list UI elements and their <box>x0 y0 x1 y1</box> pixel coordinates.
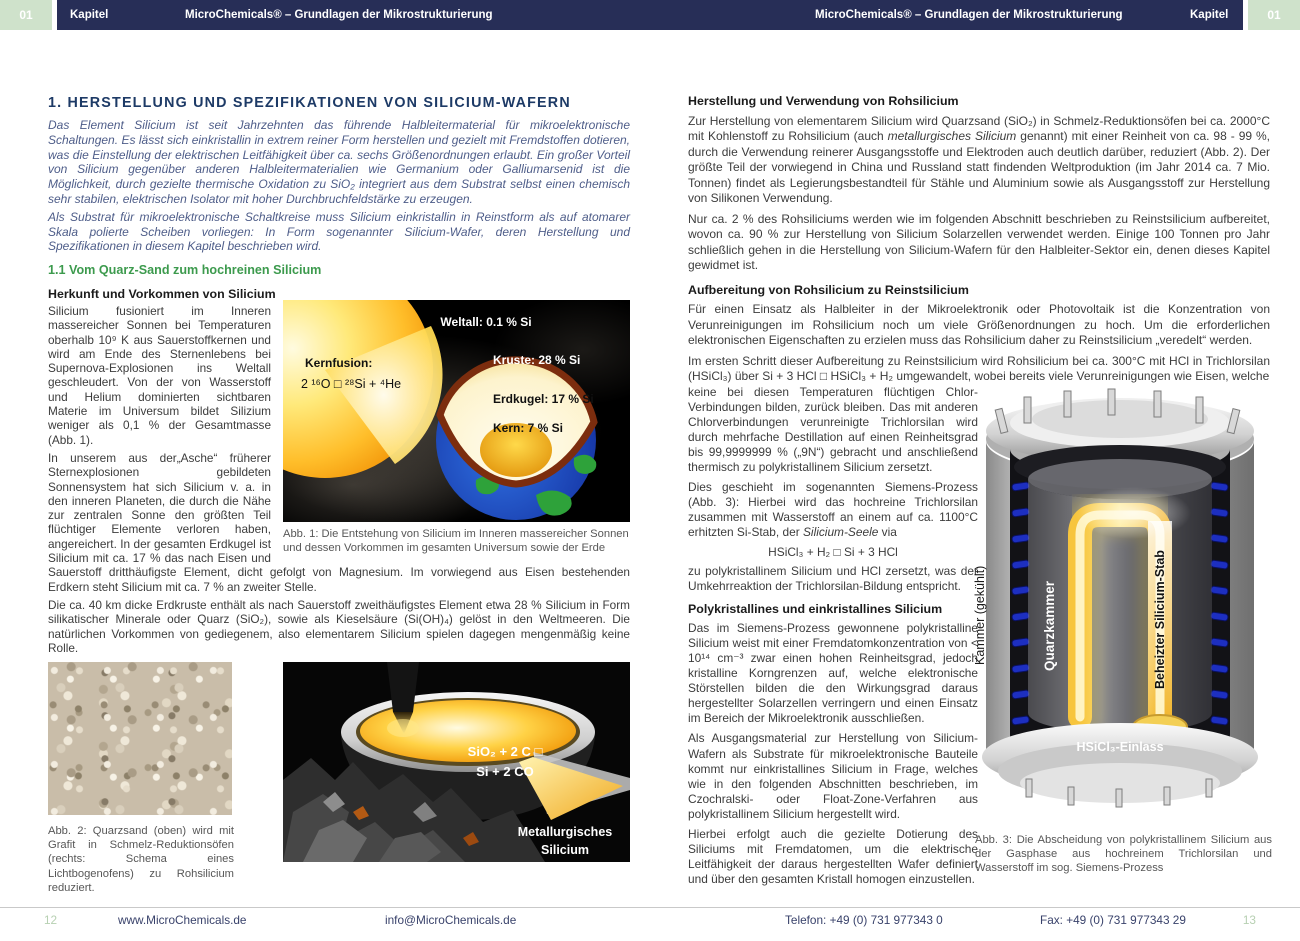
roh-p1-part-a: Zur Herstellung von elementarem Silicium wird Quarzsand (SiO₂) in Schmelz-Reduktionsöfen bei ca. 2000°C mit Kohlenstoff zu Rohsilicium (auch <box>688 113 1270 143</box>
header-chapter-label-right: Kapitel <box>1190 9 1229 21</box>
siemens-reactor-svg <box>968 383 1272 815</box>
fig1-label-erdkugel: Erdkugel: 17 % Si <box>493 392 594 406</box>
herkunft-paragraph-3: Die ca. 40 km dicke Erdkruste enthält als nach Sauerstoff zweithäufigstes Element etwa 28 % Silicium in Form silikatischer Minerale oder Quarz (SiO₂), sowie als Kieselsäure (Si(OH)₄) gelöst in den Weltmeeren. Die natürlichen Vorkommen von gediegenem, also elementarem Silicium spielen dagegen mengenmäßig keine Rolle. <box>48 597 630 655</box>
intro-paragraph-2: Als Substrat für mikroelektronische Schaltkreise muss Silicium einkristallin in Reinstform als auf atomarer Skala polierte Scheiben vorliegen: In Form sogenannter Silicium-Wafer, deren Herstellung und Spezifikationen in diesem Kapitel beschrieben wird. <box>48 209 630 254</box>
herkunft-paragraph-2: In unserem aus der„Asche“ früherer Sternexplosionen gebildeten Sonnensystem hat sich Silicium v. a. in den inneren Planeten, die durch die Nähe zur zentralen Sonne den größten Teil flüchtiger Elemente verloren haben, angereichert. In der gesamten Erdkugel ist Silicium mit ca. 17 % das nach Eisen und Sauerstoff dritthäufigste Element, dicht gefolgt von Magnesium. Im vorwiegend aus Eisen bestehenden Erdkern steht Silicium mit ca. 7 % an zweiter Stelle. <box>48 450 630 594</box>
roh-p1-part-b: genannt) mit einer Reinheit von ca. 98 - 99 %, durch die Verwendung reinerer Ausgangsstoffe und Elektroden auch deutlich darüber, reduziert (Abb. 2). Der größte Teil der vorwiegend in China und Russland statt findenden Weltproduktion (im Jahr 2014 ca. 7 Mio. Tonnen) findet als Legierungsbestandteil für Stähle und Aluminium sowie als Ausgangsstoff zur Herstellung von Silikonen Verwendung. <box>688 129 1270 205</box>
aufbereitung-paragraph-2-narrow: keine bei diesen Temperaturen flüchtigen Chlor-Verbindungen bilden, zurück bleiben. Das mit anderen Chlorverbindungen verunreinigte Trichlorsilan wird durch mehrfache Destillation auf einen Reinheitsgrad bis 99,9999999 % („9N“) gebracht und anschließend thermisch zu polykristallinem Silicium zersetzt. <box>688 384 978 474</box>
footer <box>0 913 1300 937</box>
siemens-p-italic: Silicium-Seele <box>803 525 879 540</box>
page-number-left: 12 <box>44 913 58 927</box>
footer-fax: Fax: +49 (0) 731 977343 29 <box>1040 913 1186 927</box>
header-doc-title-right: MicroChemicals® – Grundlagen der Mikrostrukturierung <box>815 9 1123 21</box>
fig1-label-weltall: Weltall: 0.1 % Si <box>440 315 532 329</box>
chapter-number-right: 01 <box>1248 0 1300 30</box>
fig1-label-kruste: Kruste: 28 % Si <box>493 353 581 367</box>
roh-paragraph-2: Nur ca. 2 % des Rohsiliciums werden wie im folgenden Abschnitt beschrieben zu Reinstsilicium aufbereitet, wovon ca. 90 % zur Herstellung von Silicium Solarzellen verwendet werden. Einige 100 Tonnen pro Jahr schließlich gehen in die Herstellung von Silicium-Wafern für den Halbleiter-Sektor ein, denen dieses Kapitel gewidmet ist. <box>688 211 1270 272</box>
figure-3-caption: Abb. 3: Die Abscheidung von polykristallinem Silicium aus der Gasphase aus hochreinem Trichlorsilan und Wasserstoff im sog. Siemens-Prozess <box>975 834 1272 875</box>
chapter-number-left: 01 <box>0 0 52 30</box>
roh-p1-italic: metallurgisches Silicium <box>887 129 1017 143</box>
header-chapter-label-left: Kapitel <box>70 9 109 21</box>
page-title: 1. HERSTELLUNG UND SPEZIFIKATIONEN VON SILICIUM-WAFERN <box>48 95 571 111</box>
roh-paragraph-1 <box>688 114 1270 207</box>
header-bar <box>57 0 1243 30</box>
poly-heading: Polykristallines und einkristallines Silicium <box>688 601 943 616</box>
furnace-formula-line1: SiO₂ + 2 C □ <box>467 744 543 759</box>
figure-3-siemens-reactor <box>968 383 1272 815</box>
figure-1-silicon-origin <box>283 300 630 555</box>
fig3-label-einlass: HSiCl₃-Einlass <box>1076 740 1164 754</box>
header-doc-title-left: MicroChemicals® – Grundlagen der Mikrostrukturierung <box>185 9 493 21</box>
narrow-text-column <box>688 385 978 888</box>
furnace-label-line1: Metallurgisches <box>517 825 613 839</box>
poly-paragraph-1: Das im Siemens-Prozess gewonnene polykristalline Silicium weist mit einer Fremdatomkonzentration von < 10¹⁴ cm⁻³ zwar einen hohen Reinheitsgrad, jedoch kristalline Korngrenzen auf, welche elektronische Störstellen bilden die den Wirkungsgrad daraus hergestellter Solarzellen verringern und einen Einsatz im Bereich der Mikroelektronik ausschließen. <box>688 620 978 726</box>
aufbereitung-heading: Aufbereitung von Rohsilicium zu Reinstsilicium <box>688 282 969 297</box>
earth-illustration <box>436 360 596 520</box>
fig1-label-kernfusion: Kernfusion: <box>305 356 373 370</box>
figure-1-caption: Abb. 1: Die Entstehung von Silicium im Inneren massereicher Sonnen und dessen Vorkommen im gesamten Universum sowie der Erde <box>283 528 629 555</box>
herkunft-paragraph-1: Silicium fusioniert im Inneren massereicher Sonnen bei Temperaturen oberhalb 10⁹ K aus Sauerstoffkernen und wird am Ende des Sternenlebens bei Supernova-Explosionen ins Weltall geschleudert. Von der von Wasserstoff und Helium dominierten sichtbaren Materie im Universum bildet Silizium weniger als 0,1 % der Gesamtmasse (Abb. 1). <box>48 304 271 447</box>
page-number-right: 13 <box>1242 913 1256 927</box>
footer-email-link[interactable]: info@MicroChemicals.de <box>385 913 517 927</box>
siemens-p-part-b: via <box>878 525 897 540</box>
herkunft-heading: Herkunft und Vorkommen von Silicium <box>48 287 276 301</box>
herkunft-body <box>48 304 630 659</box>
arc-furnace-svg <box>283 662 630 862</box>
footer-divider <box>0 907 1300 908</box>
footer-phone: Telefon: +49 (0) 731 977343 0 <box>785 913 943 927</box>
aufbereitung-paragraph-2-wide: Im ersten Schritt dieser Aufbereitung zu Reinstsilicium wird Rohsilicium bei ca. 300°C mit HCl in Trichlorsilan (HSiCl₃) über Si + 3 HCl □ HSiCl₃ + H₂ umgewandelt, wobei bereits viele Verunreinigungen wie Eisen, welche <box>688 353 1270 383</box>
poly-paragraph-2: Als Ausgangsmaterial zur Herstellung von Silicium-Wafern als Substrate für mikroelektronische Bauteile kommt nur einkristallines Silicium in Frage, welches wie in den folgenden Abschnitten beschrieben, im Czochralski- oder Float-Zone-Verfahren aus polykristallinem Silicium hergestellt wird. <box>688 731 978 821</box>
fig3-label-silicium-stab: Beheizter Silicium-Stab <box>1153 550 1167 689</box>
furnace-label-line2: Silicium <box>541 843 589 857</box>
fig1-label-kern: Kern: 7 % Si <box>493 421 564 435</box>
figure-furnace-illustration <box>283 662 630 862</box>
intro-paragraph-1: Das Element Silicium ist seit Jahrzehnten das führende Halbleitermaterial für mikroelektronische Schaltungen. Es lässt sich einkristallin in extrem reiner Form herstellen und gezielt mit Fremdstoffen dotieren, was die Einstellung der elektrischen Leitfähigkeit über ca. sechs Größenordnungen erlaubt. Ein großer Vorteil von Silicium gegenüber anderen Halbleitermaterialien wie Germanium oder Galliumarsenid ist die Möglichkeit, durch gezielte thermische Oxidation zu SiO₂ integriert aus dem Substrat selbst einen chemisch sehr stabilen, elektrischen Isolator mit hoher Durchbruchfeldstärke zu erzeugen. <box>48 118 630 206</box>
fig3-label-quarzkammer: Quarzkammer <box>1042 580 1057 671</box>
siemens-paragraph <box>688 480 978 540</box>
intro-text <box>48 118 630 257</box>
figure-2-caption: Abb. 2: Quarzsand (oben) wird mit Grafit in Schmelz-Reduktionsöfen (rechts: Schema eines Lichtbogenofens) zu Rohsilicium reduziert. <box>48 825 234 894</box>
poly-paragraph-3: Hierbei erfolgt auch die gezielte Dotierung des Siliciums mit Fremdatomen, um die elektrische Leitfähigkeit der daraus hergestellten Wafer definiert und über den gesamten Kristall homogen einzustellen. <box>688 827 978 887</box>
footer-website-link[interactable]: www.MicroChemicals.de <box>118 913 247 927</box>
section-heading-1-1: 1.1 Vom Quarz-Sand zum hochreinen Silicium <box>48 263 322 277</box>
roh-heading: Herstellung und Verwendung von Rohsilicium <box>688 94 959 108</box>
fig1-label-kernfusion-formula: 2 ¹⁶O □ ²⁸Si + ⁴He <box>301 377 402 391</box>
figure-1-illustration <box>283 300 630 522</box>
siemens-reaction-formula: HSiCl₃ + H₂ □ Si + 3 HCl <box>768 545 898 560</box>
siemens-paragraph-2: zu polykristallinem Silicium und HCl zersetzt, was der Umkehrreaktion der Trichlorsilan-Bildung entspricht. <box>688 563 978 593</box>
furnace-formula-line2: Si + 2 CO <box>476 764 534 779</box>
siemens-p-part-a: Dies geschieht im sogenannten Siemens-Prozess (Abb. 3): Hierbei wird das hochreine Trichlorsilan zusammen mit Wasserstoff an einem auf ca. 1100°C erhitzten Si-Stab, der <box>688 480 978 540</box>
figure-2-quartz-sand-photo <box>48 662 232 815</box>
fig3-label-kammer: Kammer (gekühlt) <box>973 565 987 665</box>
aufbereitung-paragraph-1: Für einen Einsatz als Halbleiter in der Mikroelektronik oder Photovoltaik ist die Konzentration von Verunreinigungen im Rohsilicium noch um viele Größenordnungen zu hoch. Um die erforderlichen elektronischen Eigenschaften zu erzielen muss das Rohsilicium daher zu Reinstsilicium „veredelt“ werden. <box>688 302 1270 347</box>
